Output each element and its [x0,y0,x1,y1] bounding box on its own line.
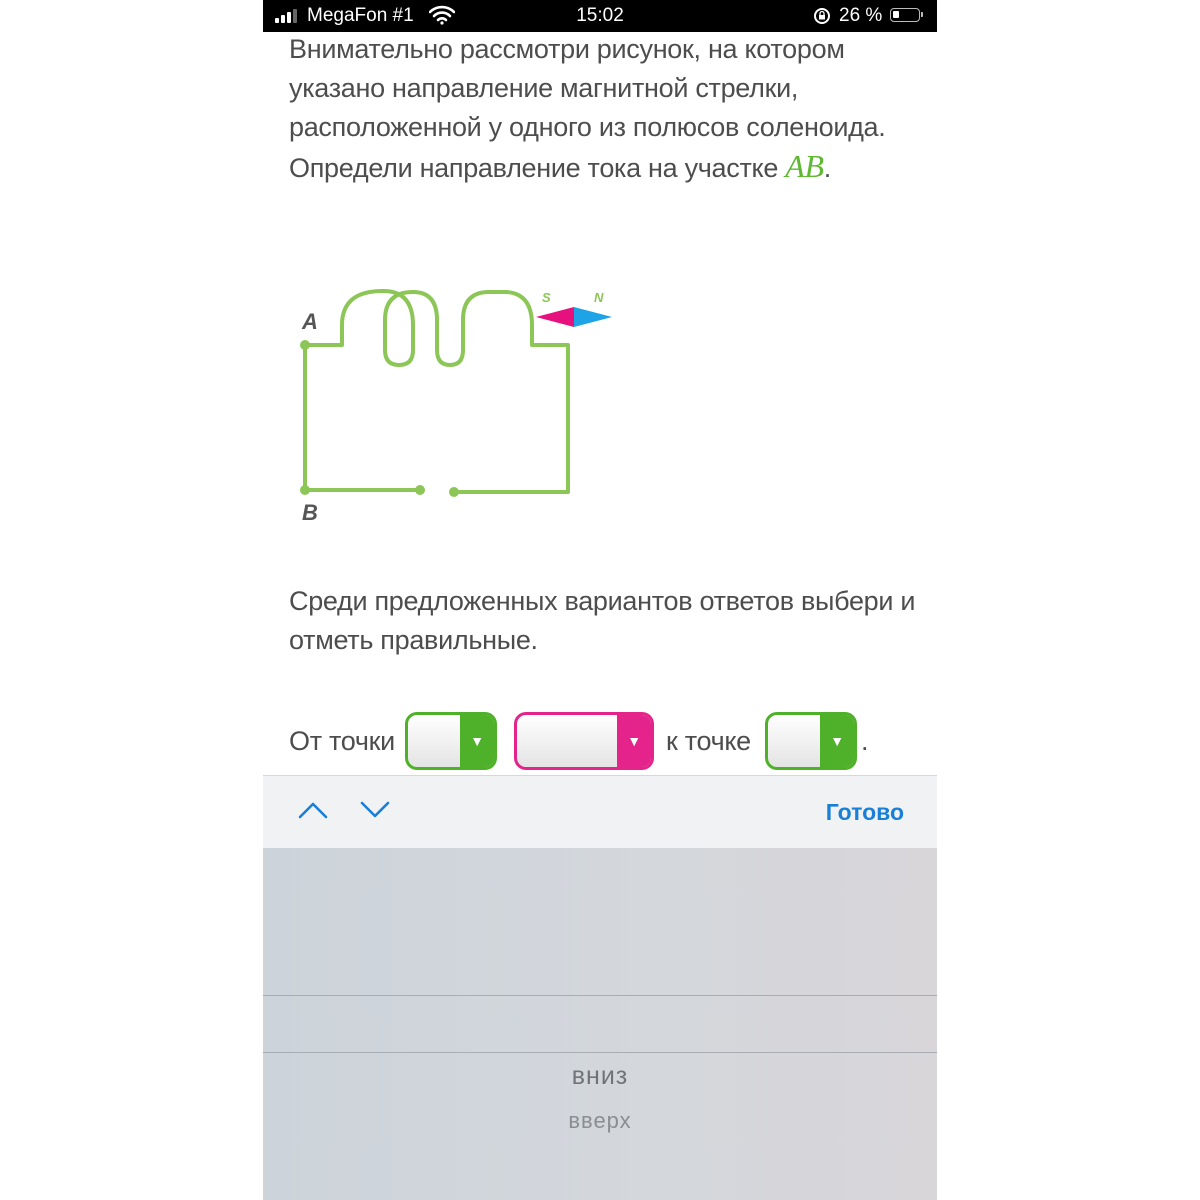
chevron-up-icon [297,798,329,820]
picker-option-down[interactable]: вниз [571,1062,629,1090]
rotation-lock-icon [813,7,831,31]
chevron-down-icon [359,798,391,820]
solenoid-diagram [289,270,649,540]
battery-icon [890,8,920,22]
to-point-dropdown[interactable] [765,712,857,770]
label-s: S [542,290,551,305]
compass-north-half [574,307,612,327]
compass-south-half [536,307,574,327]
from-point-dropdown[interactable] [405,712,497,770]
phone-screen [263,0,937,1200]
switch-contact-left [415,485,425,495]
label-n: N [594,290,604,305]
option-picker[interactable] [263,848,937,1200]
switch-contact-right [449,487,459,497]
chevron-down-icon: ▼ [460,715,494,767]
terminal-a-dot [300,340,310,350]
keyboard-accessory-bar [263,775,937,848]
to-point-label: к точке [666,726,751,756]
status-bar [263,0,937,32]
question-period: . [823,153,831,183]
direction-dropdown[interactable] [514,712,654,770]
picker-selection-top-line [263,995,937,996]
answer-row [289,712,929,774]
circuit-wire [305,291,568,492]
previous-field-button[interactable] [297,798,329,825]
done-button[interactable]: Готово [825,799,904,825]
battery-percentage: 26 % [839,5,883,26]
chevron-down-icon: ▼ [820,715,854,767]
question-text [289,30,919,188]
label-a: A [302,309,318,334]
answer-period: . [861,726,869,756]
next-field-button[interactable] [359,798,391,825]
segment-ab-label: AB [785,148,824,184]
chevron-down-icon: ▼ [617,715,651,767]
instruction-text: Среди предложенных вариантов ответов выбери и отметь правильные. [289,586,916,655]
label-b: B [302,500,318,525]
carrier-name: MegaFon #1 [307,5,414,26]
picker-selection-bottom-line [263,1052,937,1053]
question-body: Внимательно рассмотри рисунок, на котором указано направление магнитной стрелки, расположенной у одного из полюсов соленоида. Определи направление тока на участке [289,34,886,183]
clock: 15:02 [576,5,624,26]
terminal-b-dot [300,485,310,495]
from-point-label: От точки [289,726,395,756]
picker-option-up[interactable]: вверх [568,1108,632,1133]
